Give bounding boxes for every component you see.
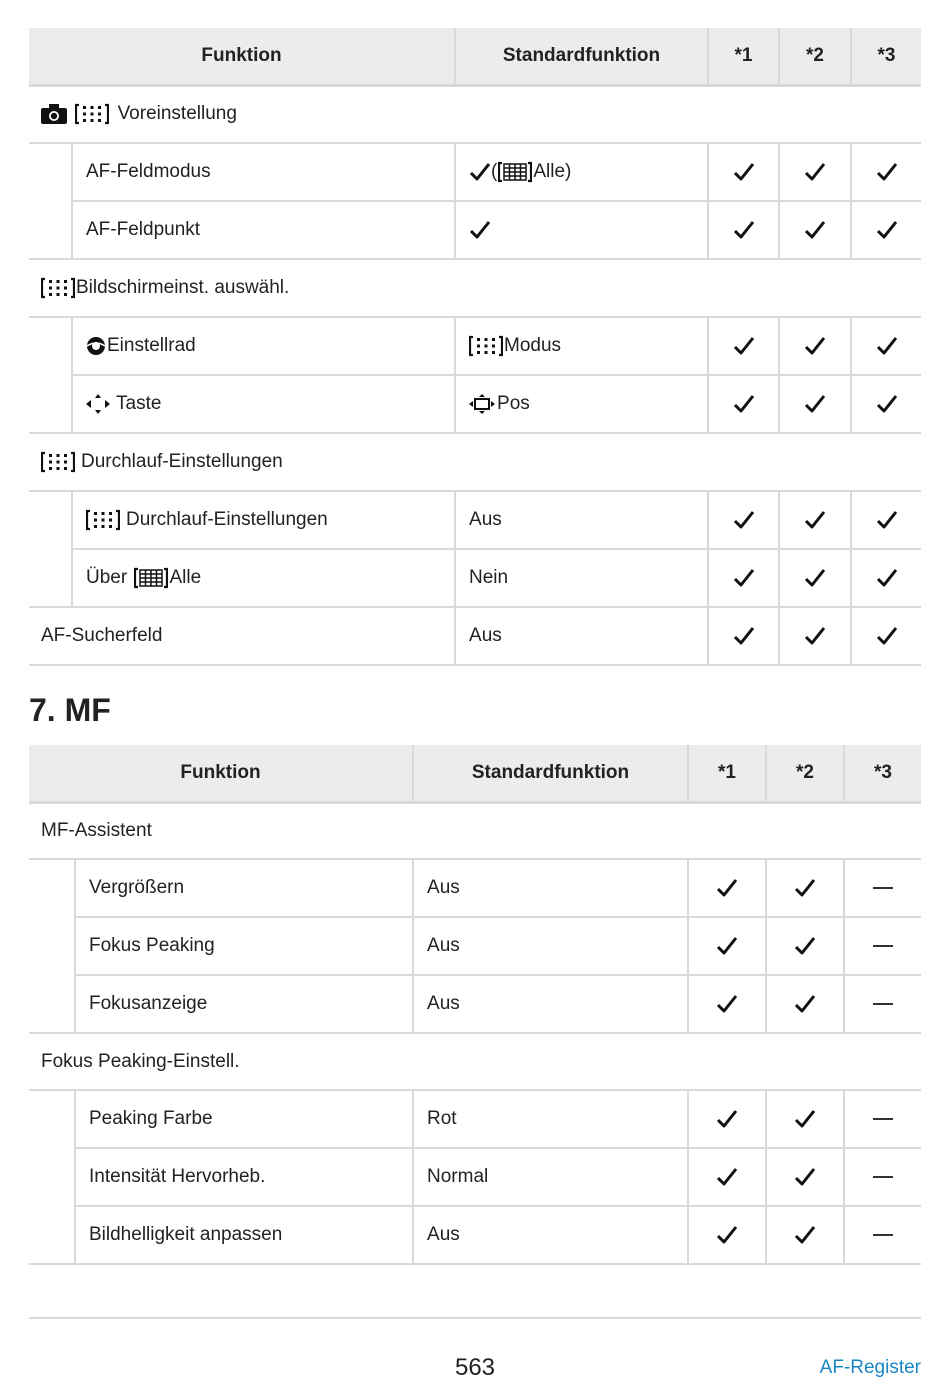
table-row bbox=[29, 975, 921, 1033]
page-number: 563 bbox=[454, 1354, 496, 1381]
table-af-settings bbox=[29, 28, 921, 666]
group-row bbox=[29, 259, 921, 317]
check-icon bbox=[876, 393, 898, 415]
row-value: Rot bbox=[413, 1090, 688, 1148]
table-header bbox=[29, 745, 921, 802]
row-value bbox=[455, 201, 708, 259]
group-row bbox=[29, 1033, 921, 1090]
camera-icon bbox=[41, 104, 67, 124]
af-target-icon bbox=[86, 509, 120, 531]
row-name: Bildhelligkeit anpassen bbox=[75, 1206, 413, 1264]
check-icon bbox=[804, 335, 826, 357]
group-label: Fokus Peaking-Einstell. bbox=[29, 1033, 921, 1090]
section-title: 7. MF bbox=[29, 692, 111, 728]
af-pos-icon bbox=[469, 394, 495, 414]
row-name: Taste bbox=[72, 375, 455, 433]
af-target-icon bbox=[41, 277, 75, 299]
check-icon bbox=[733, 567, 755, 589]
row-value: ( Alle) bbox=[455, 143, 708, 201]
check-icon bbox=[876, 625, 898, 647]
row-name: Fokus Peaking bbox=[75, 917, 413, 975]
header-col1: *1 bbox=[688, 745, 766, 802]
row-value: Normal bbox=[413, 1148, 688, 1206]
dash-mark bbox=[873, 1003, 893, 1005]
check-icon bbox=[876, 161, 898, 183]
af-register-link[interactable]: AF-Register bbox=[819, 1357, 921, 1378]
group-row bbox=[29, 802, 921, 859]
check-icon bbox=[876, 335, 898, 357]
dash-mark bbox=[873, 945, 893, 947]
dash-mark bbox=[873, 1118, 893, 1120]
check-icon bbox=[876, 509, 898, 531]
header-standardfunktion: Standardfunktion bbox=[413, 745, 688, 802]
af-target-icon bbox=[41, 451, 75, 473]
check-icon bbox=[716, 993, 738, 1015]
check-icon bbox=[794, 993, 816, 1015]
header-standardfunktion: Standardfunktion bbox=[455, 28, 708, 85]
table-row bbox=[29, 201, 921, 259]
check-icon bbox=[716, 1224, 738, 1246]
row-value: Nein bbox=[455, 549, 708, 607]
check-icon bbox=[804, 625, 826, 647]
header-funktion: Funktion bbox=[29, 745, 413, 802]
arrow-pad-icon bbox=[86, 394, 110, 414]
check-icon bbox=[804, 567, 826, 589]
group-label: Bildschirmeinst. auswähl. bbox=[76, 277, 290, 298]
footer-divider bbox=[29, 1317, 921, 1319]
check-icon bbox=[794, 1166, 816, 1188]
table-row bbox=[29, 491, 921, 549]
row-name: AF-Sucherfeld bbox=[29, 607, 455, 665]
check-icon bbox=[804, 161, 826, 183]
row-value: Pos bbox=[455, 375, 708, 433]
table-header bbox=[29, 28, 921, 85]
af-target-icon bbox=[469, 335, 503, 357]
group-row bbox=[29, 433, 921, 491]
dial-icon bbox=[86, 336, 106, 356]
table-row bbox=[29, 375, 921, 433]
row-value: Aus bbox=[413, 975, 688, 1033]
table-row bbox=[29, 1148, 921, 1206]
check-icon bbox=[716, 877, 738, 899]
dash-mark bbox=[873, 1176, 893, 1178]
check-icon bbox=[876, 219, 898, 241]
group-label: Voreinstellung bbox=[117, 103, 237, 125]
check-icon bbox=[794, 1224, 816, 1246]
table-row bbox=[29, 1090, 921, 1148]
row-name: Peaking Farbe bbox=[75, 1090, 413, 1148]
table-row bbox=[29, 607, 921, 665]
check-icon bbox=[469, 161, 491, 183]
row-value: Aus bbox=[455, 491, 708, 549]
check-icon bbox=[469, 219, 491, 241]
table-row bbox=[29, 143, 921, 201]
af-target-icon bbox=[75, 103, 109, 125]
check-icon bbox=[733, 625, 755, 647]
header-col2: *2 bbox=[766, 745, 844, 802]
header-col2: *2 bbox=[779, 28, 851, 85]
check-icon bbox=[794, 1108, 816, 1130]
af-all-icon bbox=[498, 161, 532, 183]
table-row bbox=[29, 917, 921, 975]
row-name: AF-Feldpunkt bbox=[72, 201, 455, 259]
header-funktion: Funktion bbox=[29, 28, 455, 85]
check-icon bbox=[733, 509, 755, 531]
table-mf-settings bbox=[29, 745, 921, 1265]
check-icon bbox=[804, 509, 826, 531]
check-icon bbox=[716, 1108, 738, 1130]
check-icon bbox=[716, 1166, 738, 1188]
table-row bbox=[29, 859, 921, 917]
row-name: Über Alle bbox=[72, 549, 455, 607]
check-icon bbox=[876, 567, 898, 589]
row-value: Aus bbox=[413, 1206, 688, 1264]
row-name: Intensität Hervorheb. bbox=[75, 1148, 413, 1206]
row-value: Aus bbox=[455, 607, 708, 665]
check-icon bbox=[733, 393, 755, 415]
group-label: Durchlauf-Einstellungen bbox=[81, 451, 283, 472]
row-name: Einstellrad bbox=[72, 317, 455, 375]
row-value: Aus bbox=[413, 859, 688, 917]
check-icon bbox=[804, 393, 826, 415]
row-name: AF-Feldmodus bbox=[72, 143, 455, 201]
row-name: Vergrößern bbox=[75, 859, 413, 917]
dash-mark bbox=[873, 887, 893, 889]
table-row bbox=[29, 549, 921, 607]
table-row bbox=[29, 317, 921, 375]
header-col3: *3 bbox=[851, 28, 921, 85]
group-label: MF-Assistent bbox=[29, 802, 921, 859]
check-icon bbox=[716, 935, 738, 957]
group-row bbox=[29, 85, 921, 143]
check-icon bbox=[733, 219, 755, 241]
check-icon bbox=[804, 219, 826, 241]
af-all-icon bbox=[134, 567, 168, 589]
check-icon bbox=[733, 335, 755, 357]
row-name: Durchlauf-Einstellungen bbox=[72, 491, 455, 549]
check-icon bbox=[794, 935, 816, 957]
dash-mark bbox=[873, 1234, 893, 1236]
row-value: Modus bbox=[455, 317, 708, 375]
check-icon bbox=[794, 877, 816, 899]
header-col1: *1 bbox=[708, 28, 779, 85]
table-row bbox=[29, 1206, 921, 1264]
header-col3: *3 bbox=[844, 745, 921, 802]
check-icon bbox=[733, 161, 755, 183]
row-name: Fokusanzeige bbox=[75, 975, 413, 1033]
row-value: Aus bbox=[413, 917, 688, 975]
